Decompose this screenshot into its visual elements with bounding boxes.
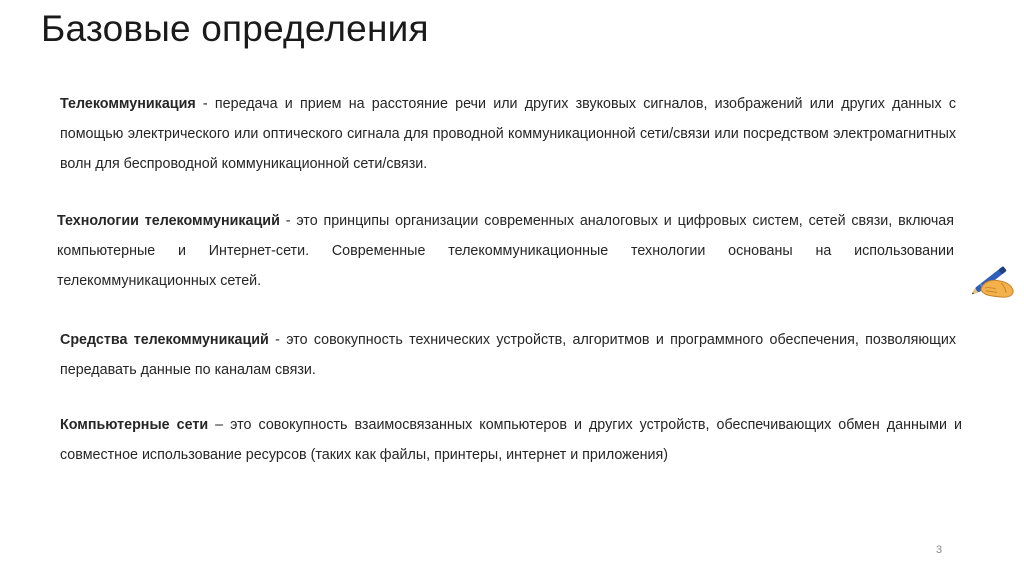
definition-text: передача и прием на расстояние речи или других звуковых сигналов, изображений или других данных с помощью электрического или оптического сигнала для проводной коммуникационной сети/связи или посредством электромагнитных волн для беспроводной коммуникационной сети/связи. xyxy=(60,96,956,172)
slide-title: Базовые определения xyxy=(41,8,429,49)
definition-term: Компьютерные сети xyxy=(60,417,209,433)
definition-separator: - xyxy=(279,213,297,229)
definition-separator: – xyxy=(208,417,231,433)
definition-telecom-means xyxy=(60,325,956,385)
definition-term: Средства телекоммуникаций xyxy=(60,332,269,348)
definition-telecommunication xyxy=(60,89,956,179)
definition-term: Технологии телекоммуникаций xyxy=(57,213,280,229)
definition-text: это совокупность взаимосвязанных компьютеров и других устройств, обеспечивающих обмен данными и совместное использование ресурсов (таких как файлы, принтеры, интернет и приложения) xyxy=(60,417,962,463)
pen-hand-icon xyxy=(968,261,1016,301)
definition-telecom-technologies xyxy=(57,206,954,296)
definition-term: Телекоммуникация xyxy=(60,96,196,112)
page-number: 3 xyxy=(936,544,943,556)
definition-separator: - xyxy=(268,332,287,348)
definition-separator: - xyxy=(195,96,215,112)
definition-text: это принципы организации современных аналоговых и цифровых систем, сетей связи, включая компьютерные и Интернет-сети. Современные телекоммуникационные технологии основаны на использовании телекоммуникационных сетей. xyxy=(57,213,954,289)
definition-text: это совокупность технических устройств, алгоритмов и программного обеспечения, позволяющих передавать данные по каналам связи. xyxy=(60,332,956,378)
definition-computer-networks xyxy=(60,410,962,470)
